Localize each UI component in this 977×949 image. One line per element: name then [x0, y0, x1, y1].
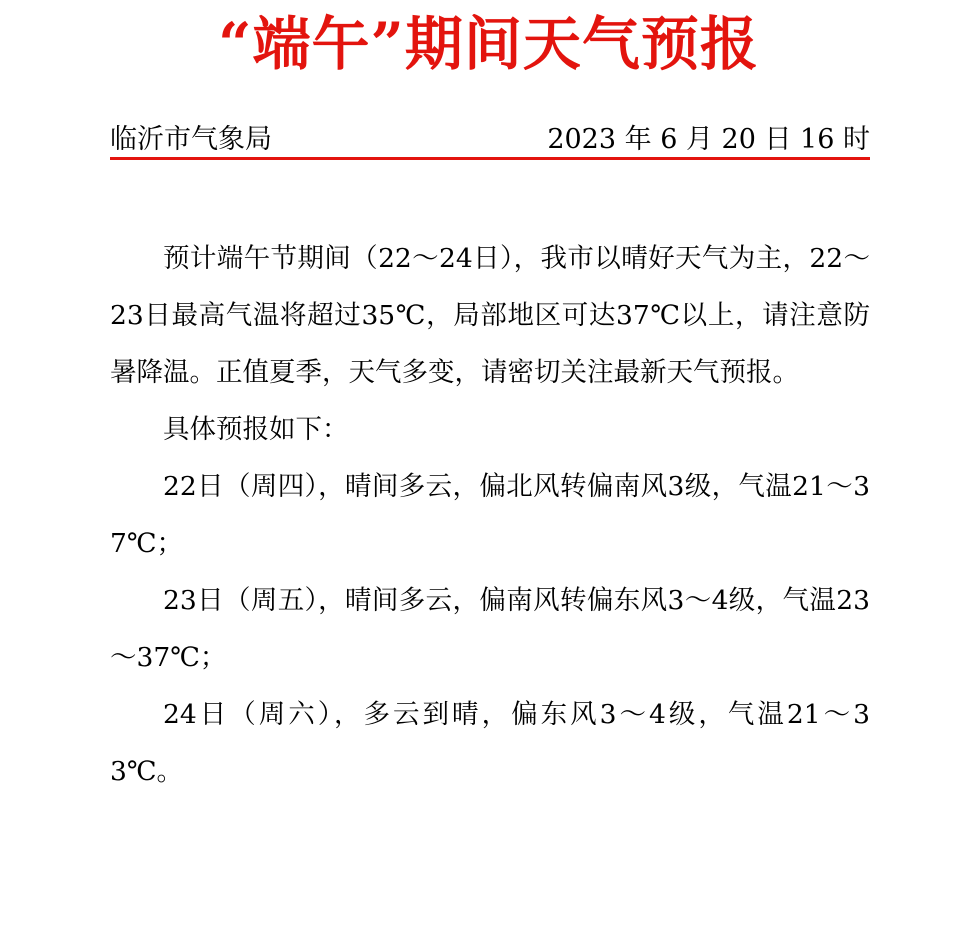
paragraph-day-24: 24日（周六），多云到晴，偏东风3～4级，气温21～33℃。 [110, 699, 870, 787]
forecast-body [110, 230, 870, 800]
paragraph-day-22: 22日（周四），晴间多云，偏北风转偏南风3级，气温21～37℃； [110, 471, 870, 559]
issuer-row [110, 120, 870, 160]
paragraph-day-23: 23日（周五），晴间多云，偏南风转偏东风3～4级，气温23～37℃； [110, 585, 870, 673]
issue-time: 2023 年 6 月 20 日 16 时 [547, 124, 870, 155]
paragraph-summary: 预计端午节期间（22～24日），我市以晴好天气为主，22～23日最高气温将超过35℃，局部地区可达37℃以上，请注意防暑降温。正值夏季，天气多变，请密切关注最新天气预报。 [110, 243, 870, 388]
document-title: “端午”期间天气预报 [218, 10, 759, 78]
issuer-name: 临沂市气象局 [110, 124, 272, 155]
header-divider-line [110, 157, 870, 160]
paragraph-intro: 具体预报如下： [163, 414, 349, 445]
